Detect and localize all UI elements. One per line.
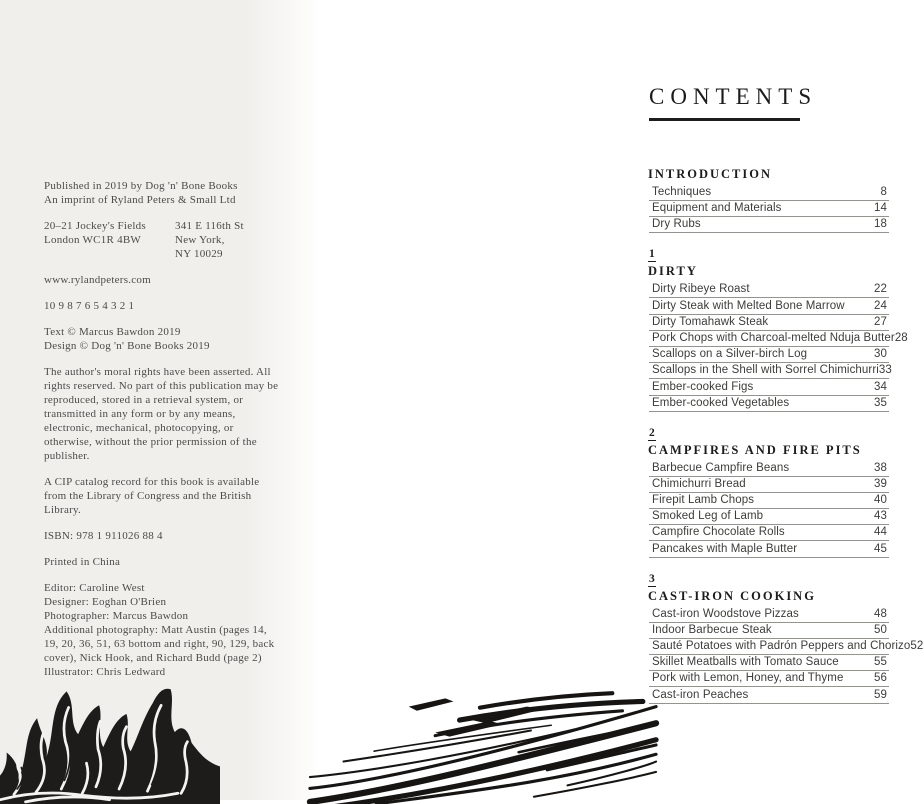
toc-entry-title: Smoked Leg of Lamb bbox=[652, 510, 764, 523]
toc-section-heading: CAST-IRON COOKING bbox=[648, 588, 816, 603]
toc-entry-title: Dirty Tomahawk Steak bbox=[652, 315, 769, 328]
toc-entry-title: Dirty Ribeye Roast bbox=[652, 283, 750, 296]
toc-entry-page-number: 56 bbox=[874, 672, 887, 685]
toc-entry-page-number: 28 bbox=[894, 331, 908, 344]
credits-block bbox=[44, 581, 284, 679]
toc-row bbox=[649, 609, 889, 623]
toc-row bbox=[649, 382, 889, 396]
toc-entry-page-number: 45 bbox=[874, 542, 887, 555]
toc-section bbox=[649, 423, 889, 558]
toc-row bbox=[649, 544, 889, 558]
toc-entry-title: Dry Rubs bbox=[652, 218, 701, 231]
toc-row bbox=[649, 690, 889, 704]
toc-entry-page-number: 27 bbox=[874, 315, 887, 328]
toc-chapter-number-wrap bbox=[649, 423, 889, 443]
toc-section-heading: DIRTY bbox=[648, 264, 698, 279]
toc-entry-page-number: 38 bbox=[874, 461, 887, 474]
toc-row bbox=[649, 187, 889, 201]
toc-entry-page-number: 24 bbox=[874, 299, 887, 312]
print-run-line: 10 9 8 7 6 5 4 3 2 1 bbox=[44, 300, 135, 312]
toc-entry-page-number: 22 bbox=[874, 283, 887, 296]
copyright-block bbox=[44, 325, 284, 353]
toc-entry-title: Pork Chops with Charcoal-melted Nduja Butter bbox=[652, 331, 895, 344]
address-line: 20–21 Jockey's Fields bbox=[44, 220, 146, 232]
toc-entry-page-number: 34 bbox=[874, 380, 887, 393]
toc-entry-page-number: 44 bbox=[874, 526, 887, 539]
toc-chapter-number: 3 bbox=[649, 572, 655, 585]
table-of-contents bbox=[648, 84, 924, 706]
toc-sections bbox=[648, 167, 924, 704]
toc-row bbox=[649, 301, 889, 315]
imprint-text-block bbox=[44, 179, 284, 691]
toc-entry-page-number: 50 bbox=[874, 623, 887, 636]
printed-in-line: Printed in China bbox=[44, 556, 121, 568]
toc-section-heading: CAMPFIRES AND FIRE PITS bbox=[648, 442, 862, 457]
toc-row bbox=[649, 349, 889, 363]
credit-line: Photographer: Marcus Bawdon bbox=[44, 610, 189, 622]
contents-title: CONTENTS bbox=[649, 84, 818, 109]
copyright-text-line: Text © Marcus Bawdon 2019 bbox=[44, 326, 181, 338]
toc-row bbox=[649, 511, 889, 525]
publisher-line: An imprint of Ryland Peters & Small Ltd bbox=[44, 194, 236, 206]
toc-row bbox=[649, 527, 889, 541]
toc-row bbox=[649, 317, 889, 331]
toc-entry-title: Scallops in the Shell with Sorrel Chimichurri bbox=[652, 364, 879, 377]
toc-row bbox=[649, 398, 889, 412]
toc-chapter-number: 1 bbox=[649, 248, 655, 261]
toc-entry-title: Indoor Barbecue Steak bbox=[652, 623, 772, 636]
toc-entry-title: Chimichurri Bread bbox=[652, 477, 746, 490]
toc-row bbox=[649, 479, 889, 493]
toc-section bbox=[649, 167, 889, 233]
toc-chapter-number-wrap bbox=[649, 244, 889, 264]
toc-entry-title: Skillet Meatballs with Tomato Sauce bbox=[652, 656, 839, 669]
toc-entry-page-number: 35 bbox=[874, 396, 887, 409]
wood-grain-illustration bbox=[315, 688, 651, 804]
address-uk bbox=[44, 219, 175, 261]
toc-entry-page-number: 59 bbox=[874, 688, 887, 701]
toc-chapter-number-wrap bbox=[649, 569, 889, 589]
toc-entry-title: Firepit Lamb Chops bbox=[652, 494, 755, 507]
publisher-addresses bbox=[44, 219, 284, 261]
toc-row bbox=[649, 219, 889, 233]
toc-section bbox=[648, 569, 924, 704]
credit-line: Additional photography: Matt Austin (pages 14, 19, 20, 36, 51, 63 bottom and right, 90, 129, back cover), Nick Hook, and Richard Budd (page 2) bbox=[44, 624, 275, 664]
contents-title-rule bbox=[649, 118, 800, 121]
rights-paragraph: The author's moral rights have been asserted. All rights reserved. No part of this publication may be reproduced, stored in a retrieval system, or transmitted in any form or by any means, electronic, mechanical, photocopying, or otherwise, without the prior permission of the publisher. bbox=[44, 366, 279, 462]
address-line: 341 E 116th St bbox=[175, 220, 244, 232]
address-line: London WC1R 4BW bbox=[44, 234, 142, 246]
toc-row bbox=[649, 284, 889, 298]
toc-entry-title: Ember-cooked Vegetables bbox=[652, 396, 790, 409]
toc-entry-page-number: 30 bbox=[874, 348, 887, 361]
toc-entry-title: Scallops on a Silver-birch Log bbox=[652, 348, 808, 361]
cip-paragraph: A CIP catalog record for this book is available from the Library of Congress and the British Library. bbox=[44, 476, 260, 516]
toc-entry-page-number: 55 bbox=[874, 656, 887, 669]
address-line: New York, bbox=[175, 234, 225, 246]
toc-row bbox=[649, 625, 889, 639]
credit-line: Editor: Caroline West bbox=[44, 582, 145, 594]
isbn-line: ISBN: 978 1 911026 88 4 bbox=[44, 530, 163, 542]
credit-line: Designer: Eoghan O'Brien bbox=[44, 596, 167, 608]
toc-row bbox=[649, 657, 889, 671]
publisher-website: www.rylandpeters.com bbox=[44, 274, 151, 286]
toc-entry-page-number: 52 bbox=[910, 640, 924, 652]
imprint-page bbox=[0, 0, 322, 800]
toc-entry-title: Pork with Lemon, Honey, and Thyme bbox=[652, 672, 844, 685]
flame-illustration bbox=[0, 686, 220, 804]
toc-row bbox=[649, 495, 889, 509]
toc-entry-title: Cast-iron Peaches bbox=[652, 688, 749, 701]
toc-entry-page-number: 43 bbox=[874, 510, 887, 523]
toc-entry-page-number: 18 bbox=[874, 218, 887, 231]
toc-row bbox=[649, 203, 889, 217]
toc-entry-page-number: 40 bbox=[874, 494, 887, 507]
address-line: NY 10029 bbox=[175, 248, 223, 260]
toc-entry-page-number: 39 bbox=[874, 477, 887, 490]
publisher-block bbox=[44, 179, 284, 207]
toc-entry-page-number: 48 bbox=[874, 607, 887, 620]
toc-entry-page-number: 33 bbox=[878, 364, 892, 377]
toc-entry-page-number: 8 bbox=[880, 186, 887, 198]
toc-row bbox=[649, 364, 892, 379]
toc-row bbox=[649, 673, 889, 687]
toc-entry-title: Pancakes with Maple Butter bbox=[652, 542, 798, 555]
toc-chapter-number: 2 bbox=[649, 426, 655, 439]
toc-row bbox=[649, 331, 908, 347]
contents-page bbox=[322, 0, 924, 800]
toc-section bbox=[648, 244, 908, 411]
toc-section-heading: INTRODUCTION bbox=[648, 167, 773, 181]
toc-entry-title: Cast-iron Woodstove Pizzas bbox=[652, 607, 799, 620]
toc-entry-title: Ember-cooked Figs bbox=[652, 380, 754, 393]
toc-entry-title: Sauté Potatoes with Padrón Peppers and Chorizo bbox=[652, 640, 911, 652]
credit-line: Illustrator: Chris Ledward bbox=[44, 666, 166, 678]
toc-entry-title: Equipment and Materials bbox=[652, 202, 782, 215]
toc-entry-title: Dirty Steak with Melted Bone Marrow bbox=[652, 299, 845, 312]
address-us bbox=[175, 219, 284, 261]
publisher-line: Published in 2019 by Dog 'n' Bone Books bbox=[44, 180, 238, 192]
toc-entry-title: Campfire Chocolate Rolls bbox=[652, 526, 785, 539]
toc-entry-title: Techniques bbox=[652, 186, 712, 198]
copyright-design-line: Design © Dog 'n' Bone Books 2019 bbox=[44, 340, 210, 352]
toc-row bbox=[649, 640, 924, 655]
toc-entry-page-number: 14 bbox=[874, 202, 887, 215]
toc-row bbox=[649, 463, 889, 477]
toc-entry-title: Barbecue Campfire Beans bbox=[652, 461, 790, 474]
